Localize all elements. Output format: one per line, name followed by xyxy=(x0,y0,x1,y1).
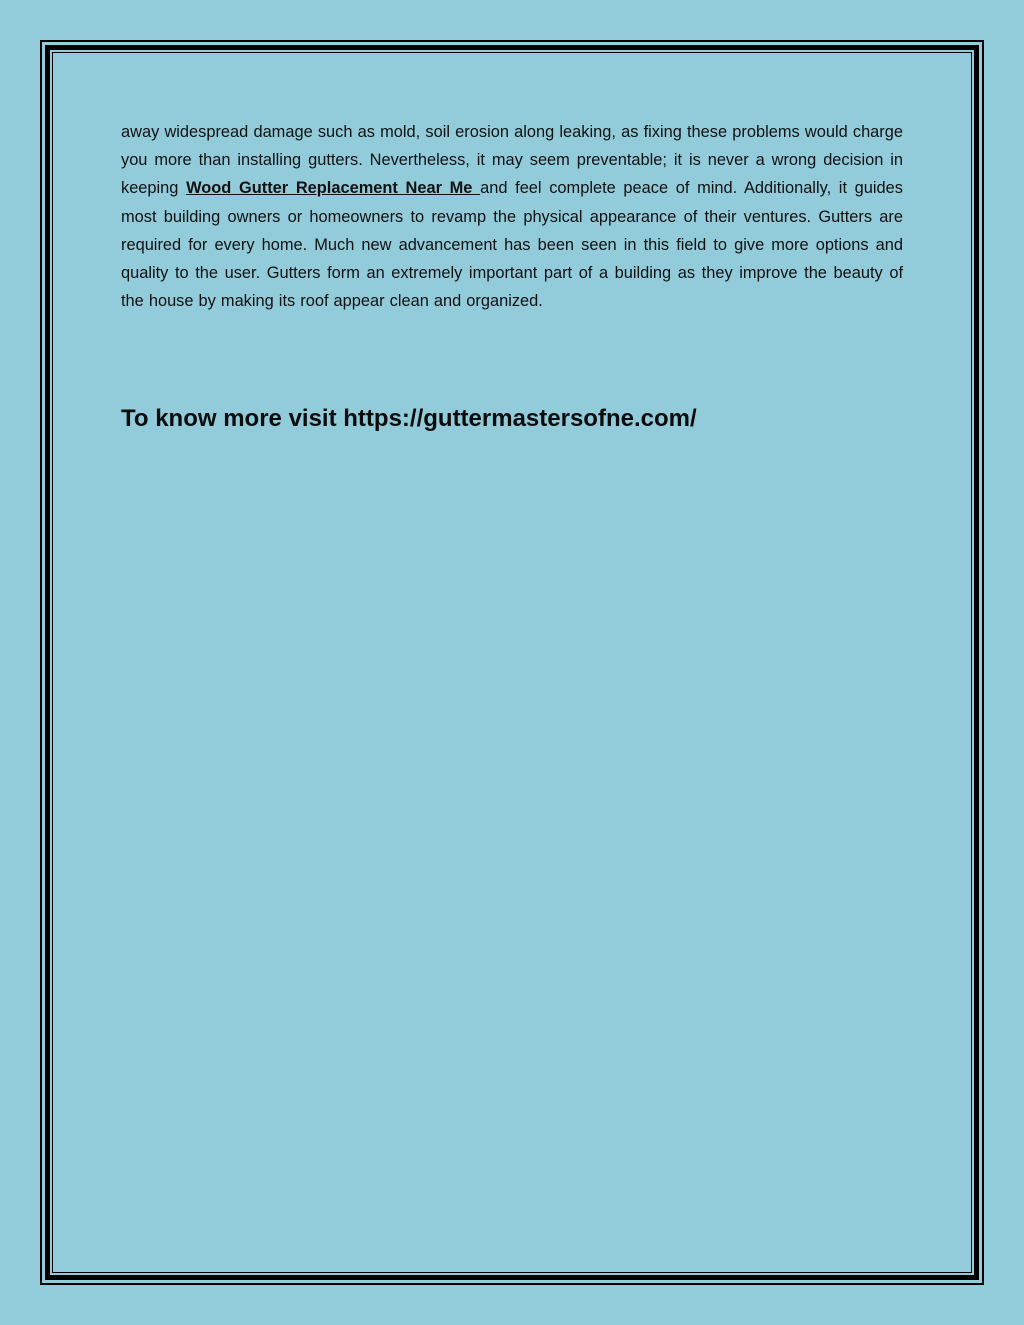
paragraph-text-after-link: and feel complete peace of mind. Additionally, it guides most building owners or homeowners to revamp the physical appearance of their ventures. Gutters are required for every home. Much new advancement has been seen in this field to give more options and quality to the user. Gutters form an extremely important part of a building as they improve the beauty of the house by making its roof appear clean and organized. xyxy=(121,179,903,311)
wood-gutter-replacement-link[interactable]: Wood Gutter Replacement Near Me xyxy=(186,179,481,198)
visit-website-line xyxy=(121,405,697,433)
main-content xyxy=(121,118,903,315)
website-url[interactable]: https://guttermastersofne.com/ xyxy=(343,405,697,432)
visit-prefix: To know more visit xyxy=(121,405,344,432)
paragraph-text-before-link: away widespread damage such as mold, soil erosion along leaking, as fixing these problems would charge you more than installing gutters. Nevertheless, it may seem preventable; it is never a wrong decision in keeping xyxy=(121,123,903,198)
body-paragraph xyxy=(121,118,903,315)
